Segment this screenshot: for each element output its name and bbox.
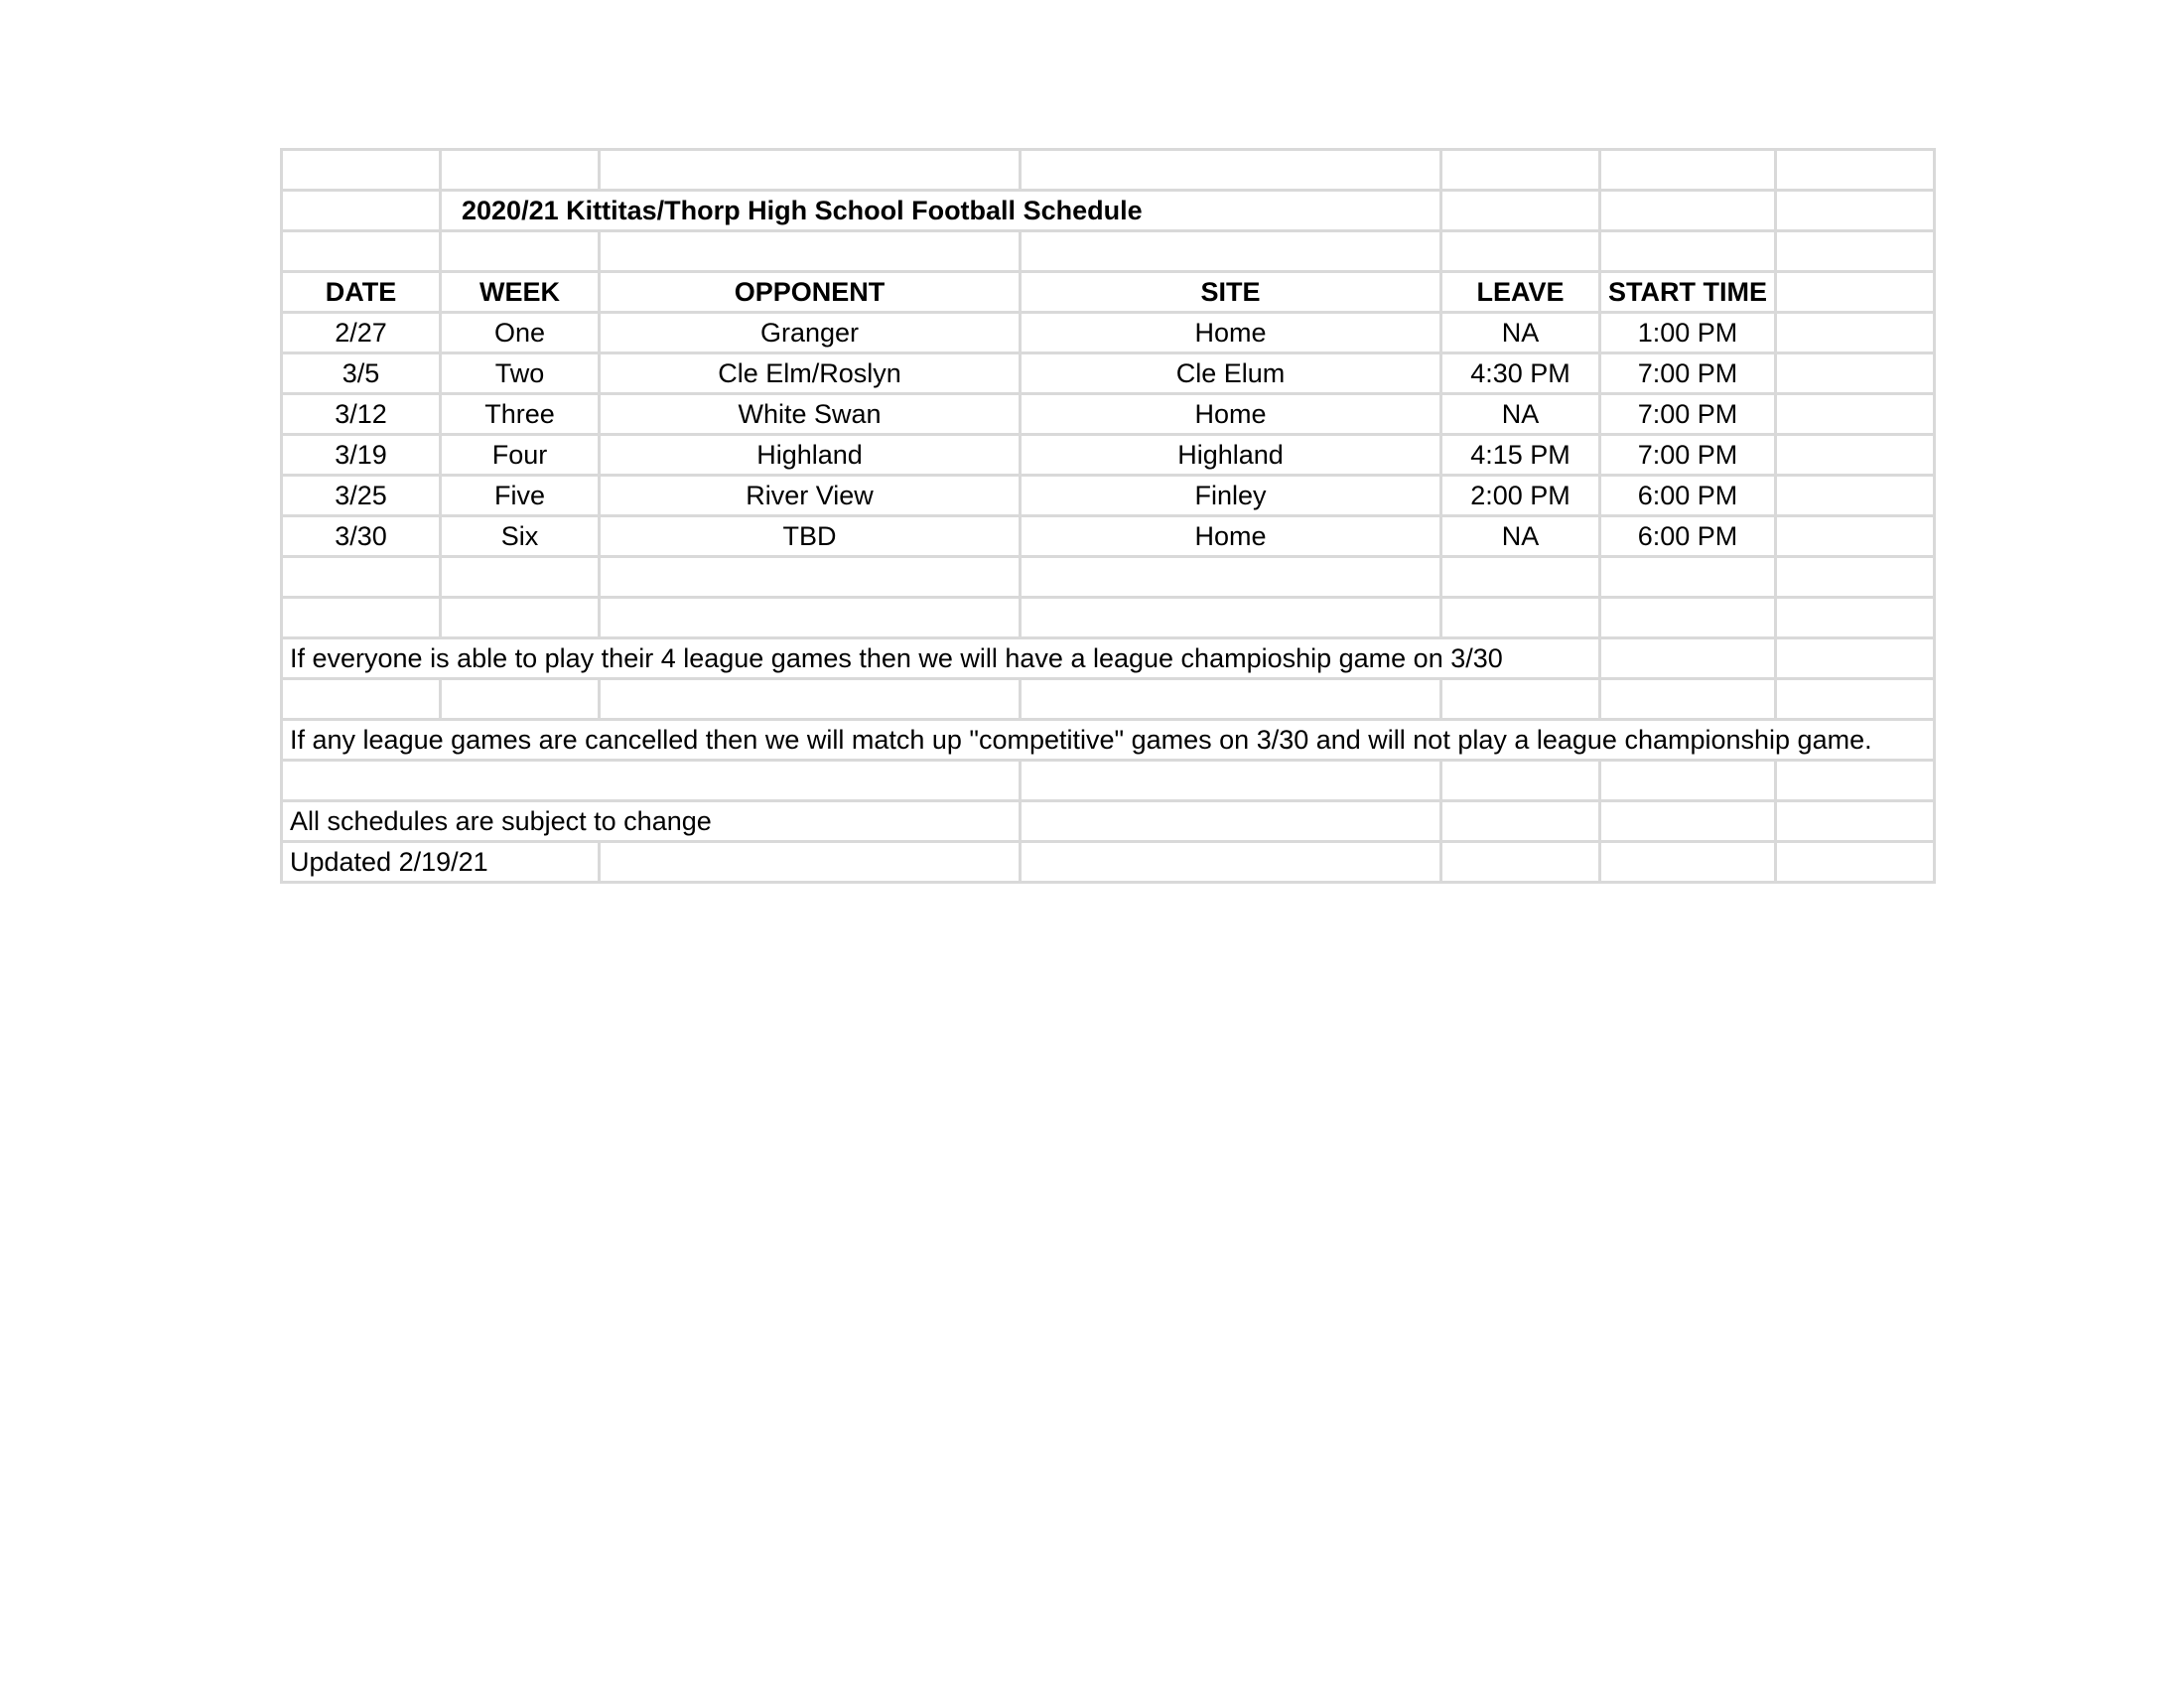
game-week: Three — [441, 394, 600, 435]
empty-row — [282, 598, 1935, 638]
game-date: 3/19 — [282, 435, 441, 476]
schedule-title: 2020/21 Kittitas/Thorp High School Football Schedule — [441, 191, 1441, 231]
empty-row — [282, 231, 1935, 272]
game-opponent: White Swan — [600, 394, 1021, 435]
game-opponent: Cle Elm/Roslyn — [600, 353, 1021, 394]
game-site: Cle Elum — [1021, 353, 1441, 394]
game-week: Two — [441, 353, 600, 394]
game-date: 2/27 — [282, 313, 441, 353]
game-row — [282, 516, 1935, 557]
game-site: Home — [1021, 516, 1441, 557]
empty-row — [282, 557, 1935, 598]
header-site: SITE — [1021, 272, 1441, 313]
title-row — [282, 191, 1935, 231]
game-leave: 2:00 PM — [1441, 476, 1600, 516]
championship-note: If everyone is able to play their 4 league games then we will have a league champioship game on 3/30 — [282, 638, 1600, 679]
header-week: WEEK — [441, 272, 600, 313]
game-row — [282, 476, 1935, 516]
game-leave: 4:30 PM — [1441, 353, 1600, 394]
updated-note: Updated 2/19/21 — [282, 842, 600, 883]
header-opponent: OPPONENT — [600, 272, 1021, 313]
header-start-time: START TIME — [1600, 272, 1776, 313]
game-date: 3/30 — [282, 516, 441, 557]
empty-row — [282, 150, 1935, 191]
game-site: Finley — [1021, 476, 1441, 516]
game-start-time: 7:00 PM — [1600, 353, 1776, 394]
header-leave: LEAVE — [1441, 272, 1600, 313]
game-start-time: 1:00 PM — [1600, 313, 1776, 353]
game-opponent: TBD — [600, 516, 1021, 557]
schedule-sheet — [280, 148, 1936, 884]
game-site: Home — [1021, 313, 1441, 353]
game-date: 3/5 — [282, 353, 441, 394]
game-opponent: Highland — [600, 435, 1021, 476]
subject-to-change-note: All schedules are subject to change — [282, 801, 1021, 842]
game-leave: 4:15 PM — [1441, 435, 1600, 476]
game-date: 3/25 — [282, 476, 441, 516]
header-date: DATE — [282, 272, 441, 313]
game-site: Highland — [1021, 435, 1441, 476]
game-start-time: 7:00 PM — [1600, 394, 1776, 435]
game-week: Four — [441, 435, 600, 476]
note-row — [282, 842, 1935, 883]
note-row — [282, 801, 1935, 842]
game-site: Home — [1021, 394, 1441, 435]
game-start-time: 7:00 PM — [1600, 435, 1776, 476]
game-opponent: River View — [600, 476, 1021, 516]
game-opponent: Granger — [600, 313, 1021, 353]
game-leave: NA — [1441, 313, 1600, 353]
empty-row — [282, 679, 1935, 720]
game-start-time: 6:00 PM — [1600, 476, 1776, 516]
game-leave: NA — [1441, 394, 1600, 435]
game-week: One — [441, 313, 600, 353]
game-leave: NA — [1441, 516, 1600, 557]
cancelled-games-note: If any league games are cancelled then we will match up "competitive" games on 3/30 and will not play a league championship game. — [282, 720, 1935, 761]
empty-row — [282, 761, 1935, 801]
game-row — [282, 394, 1935, 435]
game-row — [282, 313, 1935, 353]
game-row — [282, 353, 1935, 394]
game-week: Six — [441, 516, 600, 557]
game-row — [282, 435, 1935, 476]
note-row — [282, 638, 1935, 679]
game-date: 3/12 — [282, 394, 441, 435]
game-start-time: 6:00 PM — [1600, 516, 1776, 557]
game-week: Five — [441, 476, 600, 516]
header-row — [282, 272, 1935, 313]
note-row — [282, 720, 1935, 761]
